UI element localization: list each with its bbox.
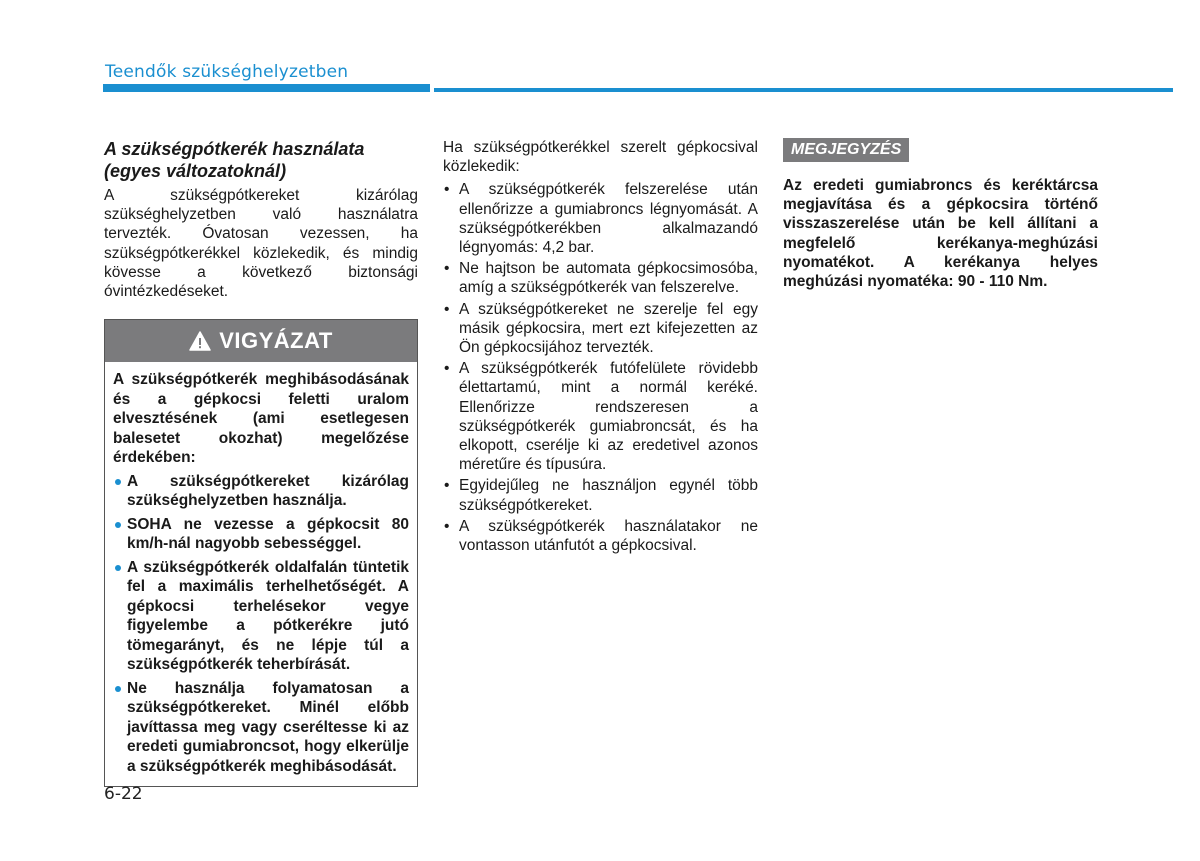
list-item-text: A szükségpótkereket ne szerelje fel egy másik gépkocsira, mert ezt kifejezetten az Ön gépkocsijához tervezték. xyxy=(459,300,758,357)
warning-item xyxy=(113,558,409,675)
list-item xyxy=(443,259,758,297)
note-text: Az eredeti gumiabroncs és keréktárcsa megjavítása és a gépkocsira történő visszaszerelése után be kell állítani a megfelelő kerékanya-meghúzási nyomatékot. A kerékanya helyes meghúzási nyomatéka: 90 - 110 Nm. xyxy=(783,177,1098,291)
list-item-text: Ne hajtson be automata gépkocsimosóba, amíg a szükségpótkerék van felszerelve. xyxy=(459,260,758,297)
bullet-icon: • xyxy=(444,181,450,199)
header-rule-thin xyxy=(434,88,1173,92)
list-item-text: Egyidejűleg ne használjon egynél több szükségpótkereket. xyxy=(459,477,758,514)
bullet-icon: • xyxy=(444,360,450,378)
warning-title: VIGYÁZAT xyxy=(219,328,333,354)
warning-box xyxy=(104,319,418,787)
bullet-dot-icon xyxy=(115,686,121,692)
list-item xyxy=(443,300,758,358)
bullet-dot-icon xyxy=(115,522,121,528)
list-item-text: A szükségpótkerék használatakor ne vontasson utánfutót a gépkocsival. xyxy=(459,517,758,555)
bullet-dot-icon xyxy=(115,565,121,571)
warning-body xyxy=(105,362,417,786)
page-number: 6-22 xyxy=(104,784,143,804)
middle-column xyxy=(443,138,758,557)
right-column xyxy=(783,138,1098,291)
list-item-text: A szükségpótkerék futófelülete rövidebb élettartamú, mint a normál keréké. Ellenőrizze rendszeresen a szükségpótkerék gumiabroncsát, és ha elkopott, cserélje ki az eredetivel azonos méretűre és típusúra. xyxy=(459,360,758,474)
warning-item xyxy=(113,679,409,777)
heading-line-1: A szükségpótkerék használata xyxy=(104,139,365,159)
bullet-icon: • xyxy=(444,260,450,278)
warning-list xyxy=(113,472,409,777)
precaution-list xyxy=(443,180,758,555)
warning-item xyxy=(113,515,409,554)
warning-intro: A szükségpótkerék meghibásodásának és a gépkocsi feletti uralom elvesztésének (ami esetlegesen balesetet okozhat) megelőzése érdekében: xyxy=(113,371,409,467)
list-item xyxy=(443,476,758,514)
bullet-dot-icon xyxy=(115,479,121,485)
bullet-icon: • xyxy=(444,517,450,535)
bullet-icon: • xyxy=(444,300,450,318)
list-item xyxy=(443,180,758,257)
warning-item-text: A szükségpótkereket kizárólag szükséghelyzetben használja. xyxy=(127,472,409,510)
warning-header xyxy=(105,320,417,362)
section-title: Teendők szükséghelyzetben xyxy=(105,62,349,82)
warning-triangle-icon xyxy=(189,331,211,351)
warning-item xyxy=(113,472,409,511)
warning-item-text: A szükségpótkerék oldalfalán tüntetik fel a maximális terhelhetőségét. A gépkocsi terhelésekor vegye figyelembe a pótkerékre jutó tömegarányt, és ne lépje túl a szükségpótkerék teherbírását. xyxy=(127,558,409,674)
list-item xyxy=(443,517,758,555)
section-heading xyxy=(104,138,418,182)
list-item-text: A szükségpótkerék felszerelése után ellenőrizze a gumiabroncs légnyomását. A szükségpótkerékben alkalmazandó légnyomás: 4,2 bar. xyxy=(459,181,758,257)
intro-paragraph: A szükségpótkereket kizárólag szükséghelyzetben való használatra tervezték. Óvatosan vezessen, ha szükségpótkerékkel közlekedik, és mindig kövesse a következő biztonsági óvintézkedéseket. xyxy=(104,187,418,301)
bullet-icon: • xyxy=(444,477,450,495)
left-column xyxy=(104,138,418,787)
warning-item-text: Ne használja folyamatosan a szükségpótkereket. Minél előbb javíttassa meg vagy cseréltesse ki az eredeti gumiabroncsot, hogy elkerülje a szükségpótkerék meghibásodását. xyxy=(127,679,409,775)
list-item xyxy=(443,359,758,474)
warning-item-text: SOHA ne vezesse a gépkocsit 80 km/h-nál nagyobb sebességgel. xyxy=(127,515,409,553)
heading-line-2: (egyes változatoknál) xyxy=(104,161,287,181)
note-label: MEGJEGYZÉS xyxy=(783,138,909,162)
list-intro: Ha szükségpótkerékkel szerelt gépkocsival közlekedik: xyxy=(443,139,758,176)
header-rule-thick xyxy=(103,84,430,92)
